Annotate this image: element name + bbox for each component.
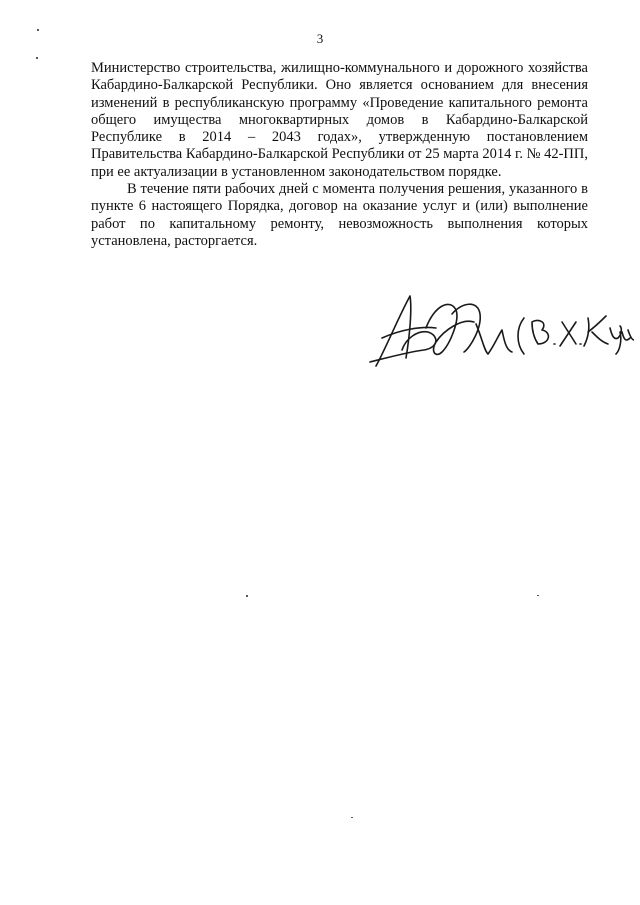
scan-speck — [351, 817, 353, 818]
paragraph-2: В течение пяти рабочих дней с момента получения решения, указанного в пункте 6 настоящего Порядка, договор на оказание услуг и (или) выполнение работ по капитальному ремонту, невозможность выполнения которых установлена, расторгается. — [91, 181, 588, 249]
page-number: 3 — [316, 31, 324, 46]
document-body — [91, 60, 588, 250]
scan-speck — [37, 29, 39, 31]
paragraph-1: Министерство строительства, жилищно-коммунального и дорожного хозяйства Кабардино-Балкарской Республики. Оно является основанием для внесения изменений в республиканскую программу «Проведение капитального ремонта общего имущества многоквартирных домов в Кабардино-Балкарской Республике в 2014 – 2043 годах», утвержденную постановлением Правительства Кабардино-Балкарской Республики от 25 марта 2014 г. № 42-ПП, при ее актуализации в установленном законодательством порядке. — [91, 60, 588, 180]
scan-speck — [246, 595, 248, 597]
handwritten-signature — [366, 288, 634, 374]
scan-speck — [537, 595, 539, 596]
scan-speck — [36, 57, 38, 59]
